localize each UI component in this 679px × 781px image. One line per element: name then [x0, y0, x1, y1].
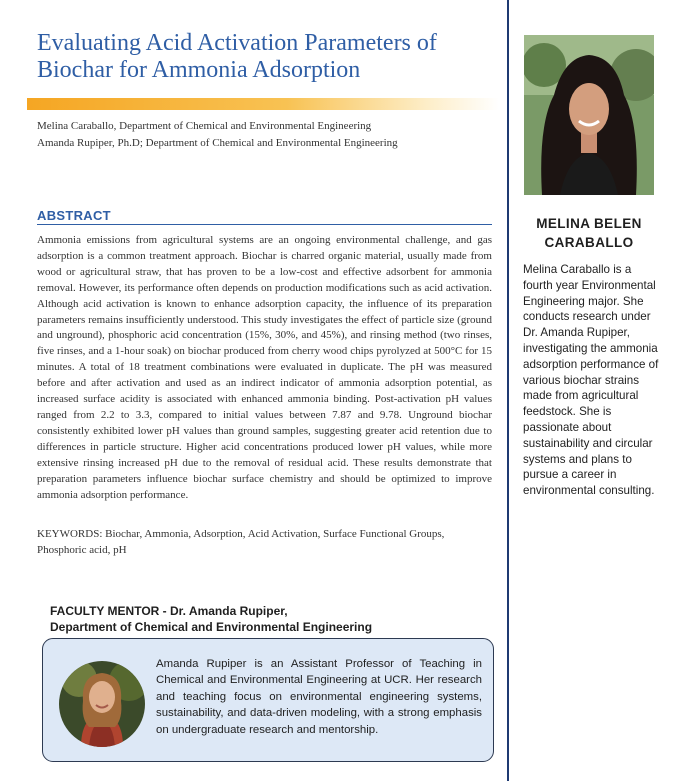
abstract-body: Ammonia emissions from agricultural systems are an ongoing environmental challenge, and gas adsorption is a common treatment approach. Biochar is charred organic material, usually made from wood or agricultural straw, that has proven to be a low-cost and effective adsorbent for ammonia removal. However, its performance often depends on production modifications such as acid activation. Although acid activation is known to enhance adsorption capacity, the influence of its preparation parameters remains insufficiently understood. This study investigates the effect of particle size (ground and unground), phosphoric acid concentration (15%, 30%, and 45%), and rinsing method (two rinses, five rinses, and a 1-hour soak) on biochar produced from cherry wood chips pyrolyzed at 500°C for 15 minutes. A total of 18 treatment combinations were evaluated in duplicate. The pH was measured before and after activation and used as an indirect indicator of ammonia adsorption potential, as increased surface acidity is associated with enhanced ammonia binding. Post-activation pH values ranged from 2.2 to 3.3, compared to initial values between 7.87 and 9.78. Unground biochar consistently exhibited lower pH values than ground samples, suggesting greater acid retention due to differences in particle structure. Higher acid concentrations produced lower pH values, while more extensive rinsing increased pH due to the removal of residual acid. These results demonstrate that preparation parameters influence biochar surface chemistry and should be optimized to improve ammonia adsorption performance. — [37, 234, 492, 501]
mentor-heading-line: FACULTY MENTOR - Dr. Amanda Rupiper, — [50, 604, 288, 618]
mentor-heading — [50, 603, 490, 635]
mentor-photo — [59, 661, 145, 747]
keywords: KEYWORDS: Biochar, Ammonia, Adsorption, Acid Activation, Surface Functional Groups, Phosphoric acid, pH — [37, 528, 445, 556]
student-name-line: MELINA BELEN — [536, 216, 642, 231]
mentor-bio: Amanda Rupiper is an Assistant Professor of Teaching in Chemical and Environmental Engineering at UCR. Her research and teaching focus on environmental engineering systems, sustainability, and data-driven modeling, with a strong emphasis on undergraduate research and mentorship. — [156, 658, 482, 736]
column-divider — [507, 0, 509, 781]
abstract-heading: ABSTRACT — [37, 208, 492, 225]
student-name — [514, 214, 664, 252]
student-photo — [524, 35, 654, 195]
author-line: Melina Caraballo, Department of Chemical and Environmental Engineering — [37, 120, 372, 132]
author-line: Amanda Rupiper, Ph.D; Department of Chemical and Environmental Engineering — [37, 137, 398, 149]
author-list — [37, 118, 497, 152]
mentor-heading-line: Department of Chemical and Environmental Engineering — [50, 620, 373, 634]
title-accent-bar — [27, 98, 499, 110]
student-name-line: CARABALLO — [544, 235, 634, 250]
student-bio: Melina Caraballo is a fourth year Environmental Engineering major. She conducts research under Dr. Amanda Rupiper, investigating the ammonia adsorption performance of various biochar strains made from agricultural feedstock. She is passionate about sustainability and circular systems and plans to pursue a career in environmental consulting. — [523, 263, 659, 498]
article-title: Evaluating Acid Activation Parameters of Biochar for Ammonia Adsorption — [37, 30, 437, 83]
